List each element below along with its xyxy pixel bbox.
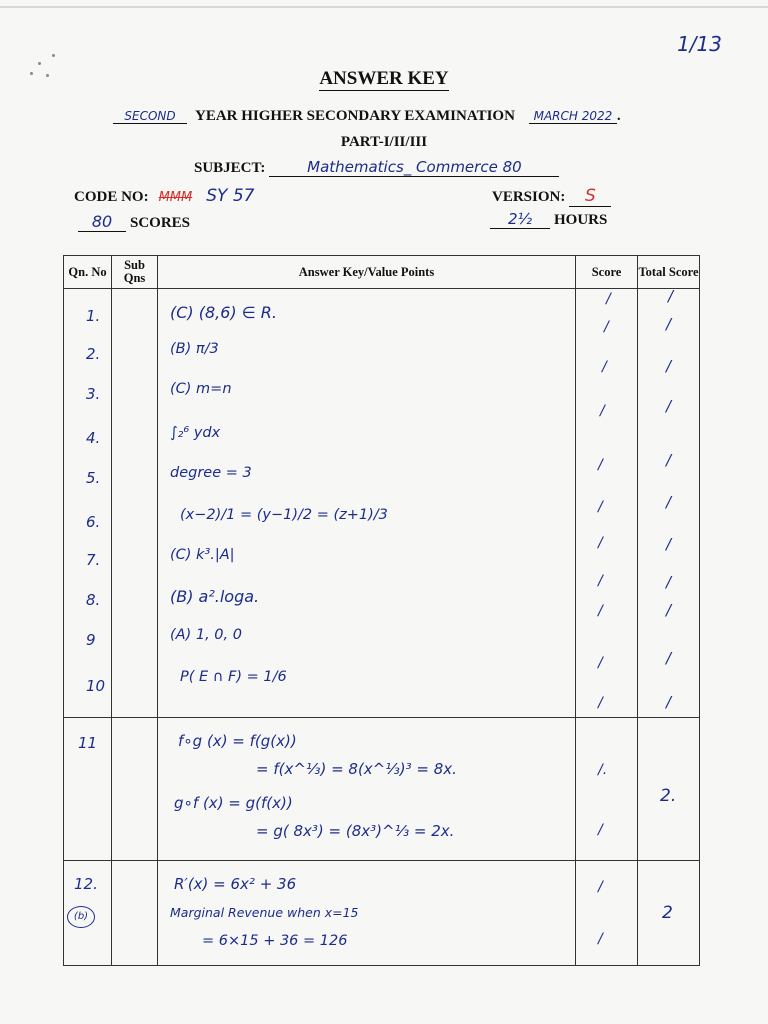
code-label: CODE NO: — [74, 189, 149, 205]
version-value: S — [569, 186, 611, 207]
answer-12-line-2: Marginal Revenue when x=15 — [170, 905, 359, 920]
answer-9: (A) 1, 0, 0 — [170, 627, 242, 643]
scores-line — [78, 212, 190, 232]
total-7: / — [666, 573, 672, 591]
score-3: / — [600, 403, 605, 419]
qn-4: 4. — [86, 429, 101, 447]
qn-1: 1. — [86, 307, 101, 325]
total-4: / — [666, 451, 672, 469]
score-11a: /. — [598, 762, 608, 778]
header-score: Score — [576, 256, 638, 289]
qn-column — [64, 289, 111, 717]
qn-11: 11 — [78, 734, 98, 752]
answer-12-line-1: R′(x) = 6x² + 36 — [174, 875, 297, 893]
qn-3: 3. — [86, 385, 101, 403]
score-10: / — [598, 695, 603, 711]
answer-12-line-3: = 6×15 + 36 = 126 — [202, 933, 348, 949]
qn-10: 10 — [86, 677, 106, 695]
score-7: / — [598, 573, 603, 589]
score-5: / — [598, 499, 603, 515]
qn-7: 7. — [86, 551, 101, 569]
table-row-q12 — [64, 861, 700, 966]
total-11: 2. — [660, 786, 677, 806]
answer-5: degree = 3 — [170, 465, 252, 481]
table-header-row — [64, 256, 700, 289]
scores-value: 80 — [78, 212, 126, 232]
answer-key-table — [63, 255, 700, 966]
score-6: / — [598, 535, 603, 551]
qn-8: 8. — [86, 591, 101, 609]
version-label: VERSION: — [492, 189, 566, 205]
total-9: / — [666, 649, 672, 667]
score-8: / — [598, 603, 603, 619]
qn-5: 5. — [86, 469, 101, 487]
score-1b: / — [604, 319, 609, 335]
subject-label: SUBJECT: — [194, 160, 266, 176]
answer-11-line-3: g∘f (x) = g(f(x)) — [174, 794, 293, 812]
subject-line — [194, 158, 559, 177]
hours-label: HOURS — [554, 212, 608, 228]
sub-question-circle: (b) — [67, 906, 95, 928]
page-title: ANSWER KEY — [319, 68, 449, 89]
total-3: / — [666, 397, 672, 415]
page-number: 1/13 — [677, 32, 722, 56]
answer-8: (B) a².loga. — [170, 587, 260, 606]
total-12: 2 — [662, 903, 673, 923]
session-handwritten: MARCH 2022 — [529, 109, 617, 124]
qn-2: 2. — [86, 345, 101, 363]
answer-11-line-2: = f(x^⅓) = 8(x^⅓)³ = 8x. — [256, 760, 457, 778]
header-answer: Answer Key/Value Points — [158, 256, 576, 289]
total-5: / — [666, 493, 672, 511]
table-row-block-mcq — [64, 289, 700, 718]
answer-2: (B) π/3 — [170, 341, 219, 357]
exam-line: SECOND YEAR HIGHER SECONDARY EXAMINATION MARCH 2022 . — [113, 107, 621, 125]
score-11b: / — [598, 822, 603, 838]
answer-7: (C) k³.|A| — [170, 547, 235, 563]
answer-11-line-1: f∘g (x) = f(g(x)) — [178, 732, 297, 750]
total-1b: / — [666, 315, 672, 333]
answer-11-line-4: = g( 8x³) = (8x³)^⅓ = 2x. — [256, 822, 455, 840]
code-struck: MMM — [158, 190, 193, 205]
total-2: / — [666, 357, 672, 375]
header-sub: Sub Qns — [112, 256, 158, 289]
scan-speck — [52, 54, 55, 57]
exam-text: YEAR HIGHER SECONDARY EXAMINATION — [195, 108, 515, 124]
version-line — [492, 186, 611, 207]
qn-12: 12. — [74, 875, 98, 893]
score-12b: / — [598, 931, 603, 947]
hours-line — [490, 210, 607, 229]
hours-value: 2½ — [490, 210, 550, 229]
qn-6: 6. — [86, 513, 101, 531]
header-total: Total Score — [638, 256, 700, 289]
subject-value: Mathematics_ Commerce 80 — [269, 158, 559, 177]
qn-9: 9 — [86, 631, 96, 649]
total-1a: / — [668, 287, 674, 305]
total-6: / — [666, 535, 672, 553]
header-qn: Qn. No — [64, 256, 112, 289]
answer-10: P( E ∩ F) = 1/6 — [180, 669, 287, 685]
part-label: PART-I/II/III — [340, 134, 428, 150]
code-line — [74, 186, 254, 206]
answer-1: (C) (8,6) ∈ R. — [170, 303, 277, 322]
answer-3: (C) m=n — [170, 381, 232, 397]
score-1a: / — [606, 291, 611, 307]
score-9: / — [598, 655, 603, 671]
scan-edge — [0, 6, 768, 8]
score-4: / — [598, 457, 603, 473]
code-value: SY 57 — [206, 186, 255, 206]
score-2: / — [602, 359, 607, 375]
answer-4: ∫₂⁶ ydx — [170, 425, 221, 441]
score-12a: / — [598, 879, 603, 895]
answer-6: (x−2)/1 = (y−1)/2 = (z+1)/3 — [180, 507, 388, 523]
total-10: / — [666, 693, 672, 711]
table-row-q11 — [64, 718, 700, 861]
scores-label: SCORES — [130, 215, 191, 231]
total-8: / — [666, 601, 672, 619]
scan-speck — [38, 62, 41, 65]
year-handwritten: SECOND — [113, 109, 187, 124]
